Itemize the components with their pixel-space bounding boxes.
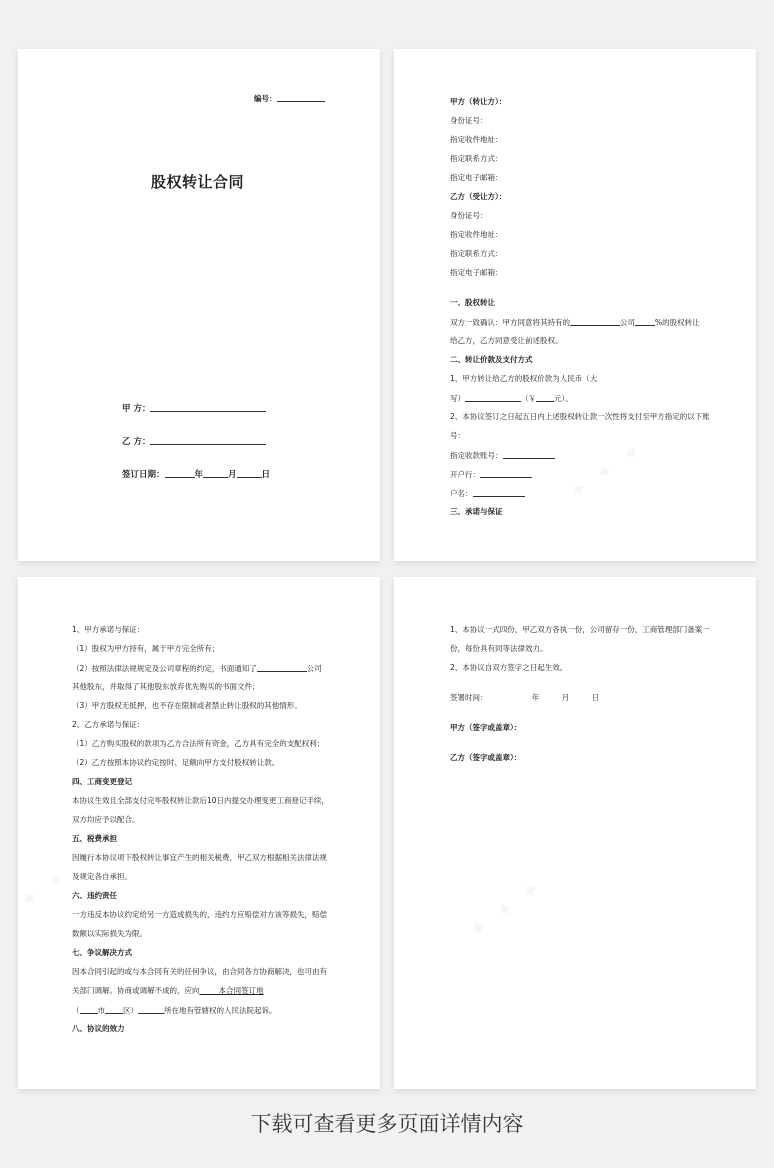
contract-number-field (254, 93, 325, 104)
month-blank (203, 467, 228, 478)
account-name-label: 户名： (450, 489, 473, 498)
section-3-heading: 三、承诺与保证 (450, 507, 503, 516)
text: 写） (450, 394, 465, 403)
underlined-text (200, 986, 264, 995)
blank (465, 393, 521, 402)
line: 本协议生效且全部支付完毕股权转让款后10日内提交办理变更工商登记手续， (72, 796, 330, 805)
text: 所在地有管辖权的人民法院起诉。 (164, 1006, 277, 1015)
text: （ (72, 1006, 80, 1015)
party-b-contact-field: 指定联系方式： (450, 249, 503, 258)
sign-date-line (122, 467, 270, 480)
bank-label: 开户行： (450, 470, 480, 479)
line: 一方违反本协议约定给另一方造成损失的，违约方应赔偿对方该等损失，赔偿 (72, 910, 327, 919)
party-b-heading: 乙方（受让方）： (450, 192, 507, 201)
account-name-blank (473, 488, 525, 497)
account-field (450, 450, 710, 461)
section-4-heading: 四、工商变更登记 (72, 777, 132, 786)
blank (536, 393, 554, 402)
day-label: 日 (591, 693, 600, 702)
section-1-line-2: 给乙方，乙方同意受让前述股权。 (450, 336, 563, 345)
line: 2、乙方承诺与保证： (72, 720, 145, 729)
section-2-item-2-line-2: 号： (450, 431, 465, 440)
text: %的股权转让 (655, 318, 700, 327)
party-b-email-field: 指定电子邮箱： (450, 268, 503, 277)
text: 市 (97, 1006, 105, 1015)
section-2-item-1-line-1: 1、甲方转让给乙方的股权价款为人民币（大 (450, 374, 598, 383)
contract-number-blank (277, 93, 325, 102)
section-2-heading: 二、转让价款及支付方式 (450, 355, 533, 364)
section-1-line-1 (450, 317, 710, 328)
page-title: 股权转让合同 (151, 173, 245, 191)
contract-page-3 (18, 577, 380, 1089)
line: （1）股权为甲方持有，属于甲方完全所有； (72, 644, 220, 653)
sign-time-label: 签署时间： (450, 693, 488, 702)
year-blank (165, 467, 195, 478)
line: 因本合同引起的或与本合同有关的任何争议，由合同各方协商解决，也可由有 (72, 967, 327, 976)
text: 本合同签订地 (218, 986, 264, 995)
line: 其他股东，并取得了其他股东放弃优先购买的书面文件； (72, 682, 260, 691)
party-a-address-field: 指定收件地址： (450, 135, 503, 144)
section-5-heading: 五、税费承担 (72, 834, 117, 843)
line: 双方均应予以配合。 (72, 815, 140, 824)
line: 1、本协议一式四份，甲乙双方各执一份，公司留存一份，工商管理部门备案一 (450, 625, 710, 634)
section-8-heading: 八、协议的效力 (72, 1024, 125, 1033)
text: 公司 (306, 664, 322, 673)
text: 公司 (620, 318, 635, 327)
line (72, 986, 264, 996)
section-6-heading: 六、违约责任 (72, 891, 117, 900)
blank (105, 1005, 123, 1014)
text: 元）。 (554, 394, 573, 403)
text: 双方一致确认：甲方同意将其持有的 (450, 318, 570, 327)
blank (635, 317, 655, 326)
contract-number-label: 编号： (254, 94, 277, 103)
blank (138, 1005, 164, 1014)
line: 及规定各自承担。 (72, 872, 132, 881)
bank-blank (480, 469, 532, 478)
month-label: 月 (228, 470, 237, 480)
party-a-signature: 甲方（签字或盖章）： (450, 723, 522, 732)
section-1-heading: 一、股权转让 (450, 298, 495, 307)
watermark (465, 875, 549, 945)
party-a-email-field: 指定电子邮箱： (450, 173, 503, 182)
text: 关部门调解。协商或调解不成的，应向 (72, 986, 200, 995)
party-a-label: 甲 方： (122, 404, 151, 414)
party-b-label: 乙 方： (122, 437, 151, 447)
account-label: 指定收款账号： (450, 451, 503, 460)
text: （￥ (521, 394, 536, 403)
section-7-heading: 七、争议解决方式 (72, 948, 132, 957)
line: 2、本协议自双方签字之日起生效。 (450, 663, 568, 672)
day-label: 日 (261, 470, 271, 480)
blank (80, 1005, 98, 1014)
line: 因履行本协议项下股权转让事宜产生的相关税费，甲乙双方根据相关法律法规 (72, 853, 327, 862)
contract-page-2 (394, 49, 756, 561)
year-label: 年 (194, 470, 204, 480)
party-b-id-field: 身份证号： (450, 211, 488, 220)
line: 份，每份具有同等法律效力。 (450, 644, 548, 653)
sign-time-line (450, 693, 599, 703)
party-a-id-field: 身份证号： (450, 116, 488, 125)
party-b-address-field: 指定收件地址： (450, 230, 503, 239)
account-blank (503, 450, 555, 459)
party-a-line (122, 401, 266, 414)
line: 数额以实际损失为限。 (72, 929, 147, 938)
line (72, 663, 322, 674)
day-blank (237, 467, 262, 478)
contract-page-4 (394, 577, 756, 1089)
line (72, 1005, 277, 1016)
download-caption: 下载可查看更多页面详情内容 (250, 1112, 524, 1136)
party-a-contact-field: 指定联系方式： (450, 154, 503, 163)
section-2-item-1-line-2 (450, 393, 710, 404)
line: （3）甲方股权无抵押，也不存在限制或者禁止转让股权的其他情形。 (72, 701, 302, 710)
text: 区） (123, 1006, 138, 1015)
sign-date-label: 签订日期： (122, 470, 165, 480)
party-a-heading: 甲方（转让方）： (450, 97, 507, 106)
line: 1、甲方承诺与保证： (72, 625, 145, 634)
line: （2）乙方按照本协议约定按时、足额向甲方支付股权转让款。 (72, 758, 280, 767)
line: （1）乙方购买股权的款项为乙方合法所有资金，乙方具有完全的支配权利； (72, 739, 325, 748)
section-2-item-2-line-1: 2、本协议签订之日起五日内上述股权转让款一次性将支付至甲方指定的以下账 (450, 412, 710, 421)
text: （2）按照法律法规规定及公司章程的约定，书面通知了 (72, 664, 257, 673)
month-label: 月 (561, 693, 570, 702)
party-b-signature: 乙方（签字或盖章）： (450, 753, 522, 762)
watermark (18, 864, 74, 915)
party-a-blank (150, 401, 266, 412)
party-b-blank (150, 434, 266, 445)
party-b-line (122, 434, 266, 447)
blank (570, 317, 620, 326)
year-label: 年 (531, 693, 540, 702)
blank (257, 663, 307, 672)
contract-page-cover (18, 49, 380, 561)
